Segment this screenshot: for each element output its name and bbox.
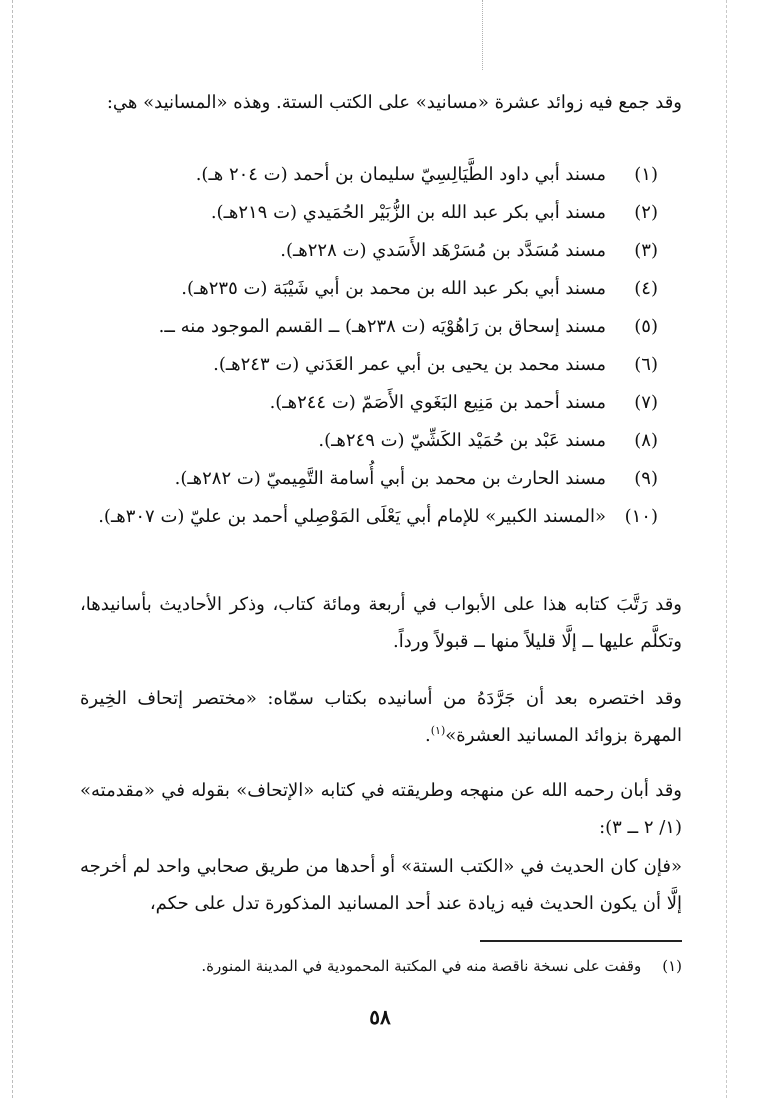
paragraph-abridgement-text: وقد اختصره بعد أن جَرَّدَهُ من أسانيده بكتاب سمّاه: «مختصر إتحاف الخِيرة المهرة بزوائد المسانيد العشرة» xyxy=(80,688,682,746)
footnote-divider xyxy=(480,940,682,942)
intro-paragraph: وقد جمع فيه زوائد عشرة «مسانيد» على الكتب الستة. وهذه «المسانيد» هي: xyxy=(106,92,682,113)
list-item-number: (٥) xyxy=(634,316,658,337)
list-item-number: (٣) xyxy=(634,240,658,261)
list-item-text: «المسند الكبير» للإمام أبي يَعْلَى المَوْصِلي أحمد بن عليّ (ت ٣٠٧هـ). xyxy=(98,506,606,527)
list-item-text: مسند أبي بكر عبد الله بن الزُّبَيْر الحُمَيدي (ت ٢١٩هـ). xyxy=(210,202,606,223)
list-item-number: (٦) xyxy=(634,354,658,375)
list-item-number: (٤) xyxy=(634,278,658,299)
footnote-text: وقفت على نسخة ناقصة منه في المكتبة المحمودية في المدينة المنورة. xyxy=(201,957,642,975)
list-item-text: مسند محمد بن يحيى بن أبي عمر العَدَني (ت ٢٤٣هـ). xyxy=(213,354,606,375)
list-item xyxy=(80,270,658,308)
page-number: ٥٨ xyxy=(369,1005,391,1029)
musnad-list xyxy=(80,156,682,574)
list-item-text: مسند أحمد بن مَنِيع البَغَوي الأَصَمّ (ت ٢٤٤هـ). xyxy=(269,392,606,413)
list-item xyxy=(80,384,658,422)
scan-edge-line xyxy=(726,0,728,1098)
scan-edge-line xyxy=(12,0,14,1098)
footnote-number: (١) xyxy=(662,957,682,975)
list-item-number: (٩) xyxy=(634,468,658,489)
footnote xyxy=(160,952,682,980)
list-item-number: (١) xyxy=(634,164,658,185)
list-item-number: (٨) xyxy=(634,430,658,451)
scan-edge-line xyxy=(482,0,484,70)
list-item-text: مسند إسحاق بن رَاهُوْيَه (ت ٢٣٨هـ) ــ القسم الموجود منه ــ. xyxy=(158,316,606,337)
list-item xyxy=(80,498,658,574)
list-item-text: مسند أبي داود الطَّيَالِسِيّ سليمان بن أحمد (ت ٢٠٤ هـ). xyxy=(195,164,606,185)
paragraph-abridgement xyxy=(80,680,682,754)
list-item-number: (١٠) xyxy=(624,506,658,527)
paragraph-arrangement: وقد رَتَّبَ كتابه هذا على الأبواب في أربعة ومائة كتاب، وذكر الأحاديث بأسانيدها، وتكلَّم عليها ــ إلَّا قليلاً منها ــ قبولاً ورداً. xyxy=(80,594,682,652)
list-item-text: مسند مُسَدَّد بن مُسَرْهَد الأَسَدي (ت ٢٢٨هـ). xyxy=(280,240,606,261)
footnote-reference: (١) xyxy=(430,724,446,737)
list-item-text: مسند الحارث بن محمد بن أبي أُسامة التَّمِيميّ (ت ٢٨٢هـ). xyxy=(174,468,606,489)
list-item-number: (٢) xyxy=(634,202,658,223)
paragraph-methodology: وقد أبان رحمه الله عن منهجه وطريقته في كتابه «الإتحاف» بقوله في «مقدمته» (١/ ٢ ــ ٣): xyxy=(80,780,682,838)
list-item xyxy=(80,308,658,346)
list-item xyxy=(80,346,658,384)
paragraph-quote: «فإن كان الحديث في «الكتب الستة» أو أحدها من طريق صحابي واحد لم أخرجه إلَّا أن يكون الحديث فيه زيادة عند أحد المسانيد المذكورة تدل على حكم، xyxy=(80,856,682,914)
list-item-text: مسند أبي بكر عبد الله بن محمد بن أبي شَيْبَة (ت ٢٣٥هـ). xyxy=(181,278,606,299)
paragraph-abridgement-end: . xyxy=(425,725,431,746)
list-item xyxy=(80,422,658,460)
list-item-number: (٧) xyxy=(634,392,658,413)
list-item xyxy=(80,460,658,498)
list-item xyxy=(80,232,658,270)
list-item xyxy=(80,194,658,232)
list-item xyxy=(80,156,658,194)
list-item-text: مسند عَبْد بن حُمَيْد الكَشِّيّ (ت ٢٤٩هـ). xyxy=(318,430,606,451)
